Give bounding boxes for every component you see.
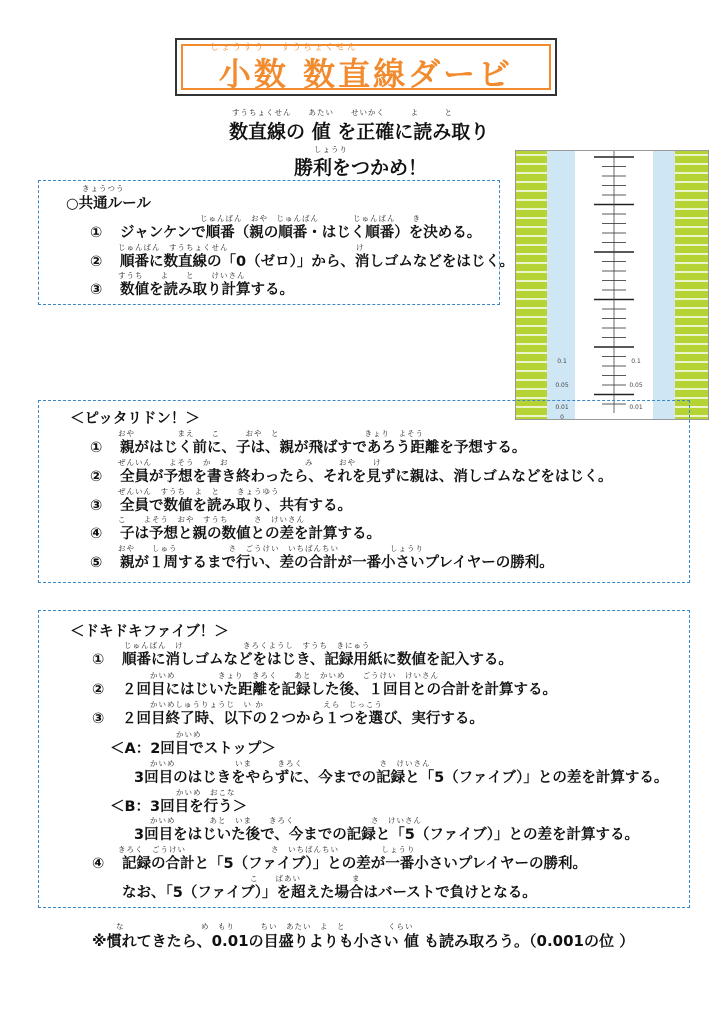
- pittari-ruby: おや まえ こ おや と きょり よそう: [118, 429, 424, 438]
- item-text: 子は予想と親の数値との差を計算する。: [120, 526, 381, 542]
- dokidoki-item: [92, 648, 513, 669]
- title-inner-frame: [181, 44, 551, 93]
- dokidoki-heading: ＜ドキドキファイブ！＞: [70, 624, 229, 640]
- number-line-ruler-image: [515, 150, 709, 420]
- pittari-ruby: ぜんいん すうち よ と きょうゆう: [118, 487, 280, 496]
- option-b-label: ＜B：3回目を行う＞: [110, 799, 248, 815]
- item-number: ②: [92, 682, 105, 698]
- pittari-heading: ＜ピッタリドン！＞: [70, 411, 200, 427]
- dokidoki-ruby: じゅんばん け きろくようし すうち きにゅう: [124, 641, 371, 650]
- item-text: 親が１周するまで行い、差の合計が一番小さいプレイヤーの勝利。: [120, 555, 554, 571]
- option-a-label: ＜A：2回目でストップ＞: [110, 741, 276, 757]
- burst-note: なお、「5（ファイブ）」を超えた場合はバーストで負けとなる。: [122, 885, 537, 901]
- common-rule-item: [90, 250, 514, 271]
- dokidoki-ruby: かいめしゅうりょうじ い か えら じっこう: [150, 700, 383, 709]
- subtitle-ruby-2: しょうり: [314, 145, 348, 154]
- item-number: ③: [92, 711, 105, 727]
- rule-ruby: じゅんばん おや じゅんばん じゅんばん き: [200, 214, 421, 223]
- pittari-item: [90, 494, 352, 515]
- ruler-ticks: [516, 151, 709, 420]
- common-rule-item: [90, 278, 294, 299]
- item-text: 順番に消しゴムなどをはじき、記録用紙に数値を記入する。: [122, 652, 513, 668]
- item-number: ①: [90, 440, 103, 456]
- dokidoki-ruby: かいめ きょり きろく あと かいめ ごうけい けいさん: [150, 671, 439, 680]
- item-number: ④: [90, 526, 103, 542]
- subtitle-line-2: 勝利をつかめ！: [294, 157, 428, 179]
- item-text: ジャンケンで順番（親の順番・はじく順番）を決める。: [120, 225, 482, 241]
- option-b-ruby-2: かいめ あと いま きろく さ けいさん: [150, 816, 422, 825]
- item-text: ２回目にはじいた距離を記録した後、１回目との合計を計算する。: [122, 682, 557, 698]
- item-text: 数値を読み取り計算する。: [120, 282, 294, 298]
- note-ruby: な め もり ちい あたい よ と くらい: [116, 922, 414, 931]
- item-text: 順番に数直線の「0（ゼロ）」から、消しゴムなどをはじく。: [120, 254, 515, 270]
- item-number: ③: [90, 282, 103, 298]
- ruler-label-left: 0: [560, 414, 564, 421]
- ruler-label-left: 0.1: [557, 358, 567, 365]
- pittari-ruby: ぜんいん よそう か お み おや け: [118, 458, 382, 467]
- option-a-ruby: かいめ: [176, 730, 202, 739]
- item-text: 親がはじく前に、子は、親が飛ばすであろう距離を予想する。: [120, 440, 527, 456]
- ruler-label-left: 0.05: [555, 382, 569, 389]
- item-number: ②: [90, 469, 103, 485]
- subtitle-ruby-1: すうちょくせん あたい せいかく よ と: [232, 108, 453, 117]
- pittari-item: [90, 522, 381, 543]
- item-number: ①: [92, 652, 105, 668]
- dokidoki-item: [92, 852, 587, 873]
- rule-ruby: じゅんばん すうちょくせん け: [118, 243, 365, 252]
- common-rules-ruby: きょうつう: [82, 184, 125, 193]
- item-number: ⑤: [90, 555, 103, 571]
- dokidoki-item: [92, 707, 484, 728]
- ruler-label-right: 0.1: [631, 358, 641, 365]
- pittari-item: [90, 465, 613, 486]
- ruler-label-right: 0.05: [629, 382, 643, 389]
- item-number: ①: [90, 225, 103, 241]
- dokidoki-item: [92, 678, 557, 699]
- item-text: 全員で数値を読み取り、共有する。: [120, 498, 352, 514]
- option-a-ruby-2: かいめ いま きろく さ けいさん: [150, 759, 431, 768]
- item-text: 記録の合計と「5（ファイブ）」との差が一番小さいプレイヤーの勝利。: [122, 856, 587, 872]
- item-number: ③: [90, 498, 103, 514]
- common-rules-heading: ○共通ルール: [66, 196, 151, 212]
- item-text: ２回目終了時、以下の２つから１つを選び、実行する。: [122, 711, 484, 727]
- option-b-ruby: かいめ おこな: [176, 788, 236, 797]
- item-number: ②: [90, 254, 103, 270]
- bottom-note: ※慣れてきたら、0.01の目盛りよりも小さい 値 も読み取ろう。（0.001の位 ）: [92, 932, 635, 950]
- pittari-item: [90, 551, 554, 572]
- dokidoki-ruby: きろく ごうけい さ いちばんちい しょうり: [118, 845, 416, 854]
- ruler-label-right: 0.01: [629, 404, 643, 411]
- common-rule-item: [90, 221, 481, 242]
- pittari-ruby: こ よそう おや すうち さ けいさん: [118, 515, 305, 524]
- item-number: ④: [92, 856, 105, 872]
- pittari-item: [90, 436, 526, 457]
- pittari-ruby: おや しゅう さ ごうけい いちばんちい しょうり: [118, 544, 424, 553]
- title-ruby: しょうすう すうちょくせん: [210, 43, 358, 53]
- ruler-label-left: 0.01: [555, 404, 569, 411]
- option-a-text: 3回目のはじきをやらずに、今までの記録と「5（ファイブ）」との差を計算する。: [134, 770, 669, 786]
- burst-ruby: こ ばあい ま: [250, 874, 361, 883]
- page-title: 小数 数直線ダービ: [218, 55, 514, 93]
- option-b-text: 3回目をはじいた後で、今までの記録と「5（ファイブ）」との差を計算する。: [134, 827, 640, 843]
- title-frame: [175, 38, 557, 96]
- rule-ruby: すうち よ と けいさん: [118, 271, 246, 280]
- subtitle-line-1: 数直線の 値 を正確に読み取り: [229, 121, 490, 143]
- item-text: 全員が予想を書き終わったら、それを見ずに親は、消しゴムなどをはじく。: [120, 469, 613, 485]
